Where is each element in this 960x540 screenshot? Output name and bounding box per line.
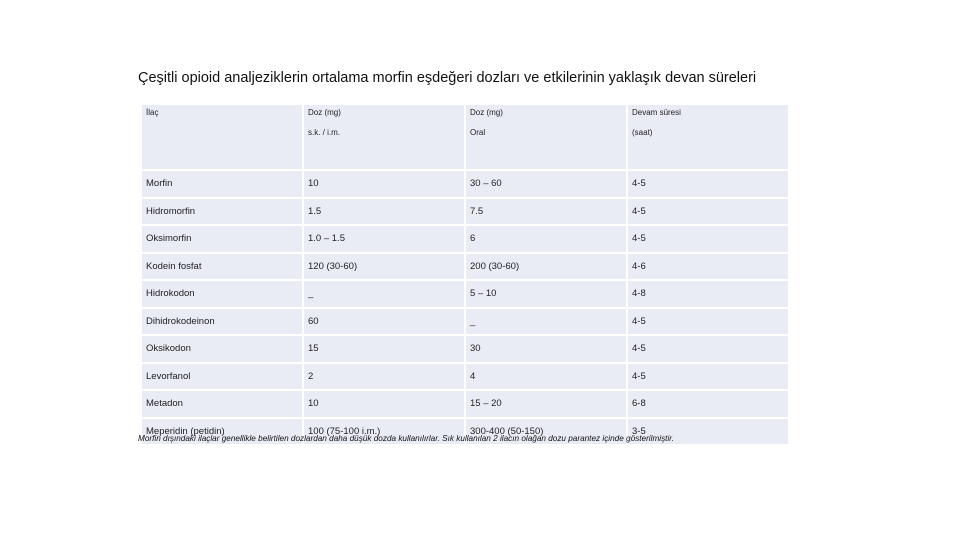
table-row	[142, 309, 788, 335]
table-header-row	[142, 105, 788, 169]
dose-parenteral-cell: 15	[304, 336, 464, 362]
dose-oral-cell: 5 – 10	[466, 281, 626, 307]
table-row	[142, 391, 788, 417]
table-row	[142, 281, 788, 307]
header-sublabel: s.k. / i.m.	[308, 128, 340, 137]
duration-cell: 6-8	[628, 391, 788, 417]
table-row	[142, 171, 788, 197]
drug-name-cell: Meperidin (petidin)	[142, 419, 302, 445]
duration-cell: 4-5	[628, 226, 788, 252]
duration-cell: 4-6	[628, 254, 788, 280]
header-cell-duration	[628, 105, 788, 169]
dose-oral-cell: 300-400 (50-150)	[466, 419, 626, 445]
duration-cell: 3-5	[628, 419, 788, 445]
duration-cell: 4-5	[628, 171, 788, 197]
drug-name-cell: Oksimorfin	[142, 226, 302, 252]
header-label: Doz (mg)	[470, 108, 503, 117]
header-sublabel: Oral	[470, 128, 486, 137]
dose-parenteral-cell: 120 (30-60)	[304, 254, 464, 280]
table-row	[142, 364, 788, 390]
dose-oral-cell: 15 – 20	[466, 391, 626, 417]
header-sublabel: (saat)	[632, 128, 653, 137]
duration-cell: 4-5	[628, 364, 788, 390]
duration-cell: 4-5	[628, 336, 788, 362]
header-label: Doz (mg)	[308, 108, 341, 117]
dose-parenteral-cell: 100 (75-100 i.m.)	[304, 419, 464, 445]
dose-oral-cell: 200 (30-60)	[466, 254, 626, 280]
header-cell-dose-oral	[466, 105, 626, 169]
drug-name-cell: Metadon	[142, 391, 302, 417]
duration-cell: 4-8	[628, 281, 788, 307]
table-footnote: Morfin dışındaki ilaçlar genellikle belirtilen dozlardan daha düşük dozda kullanılırlar. Sık kullanılan 2 ilacın olağan dozu parantez içinde gösterilmiştir.	[138, 434, 674, 443]
drug-name-cell: Hidrokodon	[142, 281, 302, 307]
duration-cell: 4-5	[628, 199, 788, 225]
dose-oral-cell: 7.5	[466, 199, 626, 225]
drug-name-cell: Dihidrokodeinon	[142, 309, 302, 335]
table-row	[142, 254, 788, 280]
dose-oral-cell: 4	[466, 364, 626, 390]
dose-oral-cell: 6	[466, 226, 626, 252]
dose-parenteral-cell: 60	[304, 309, 464, 335]
dose-oral-cell: 30 – 60	[466, 171, 626, 197]
drug-name-cell: Oksikodon	[142, 336, 302, 362]
header-cell-drug	[142, 105, 302, 169]
table-row	[142, 199, 788, 225]
header-cell-dose-parenteral	[304, 105, 464, 169]
dose-parenteral-cell: 1.0 – 1.5	[304, 226, 464, 252]
table-row	[142, 336, 788, 362]
drug-name-cell: Kodein fosfat	[142, 254, 302, 280]
dose-oral-cell: _	[466, 309, 626, 335]
table-row	[142, 226, 788, 252]
dose-parenteral-cell: 1.5	[304, 199, 464, 225]
drug-name-cell: Hidromorfin	[142, 199, 302, 225]
dose-parenteral-cell: 10	[304, 171, 464, 197]
header-label: Devam süresi	[632, 108, 681, 117]
drug-name-cell: Levorfanol	[142, 364, 302, 390]
dose-parenteral-cell: 10	[304, 391, 464, 417]
dose-parenteral-cell: 2	[304, 364, 464, 390]
duration-cell: 4-5	[628, 309, 788, 335]
dose-parenteral-cell: _	[304, 281, 464, 307]
header-label: İlaç	[146, 108, 159, 117]
slide-title: Çeşitli opioid analjeziklerin ortalama morfin eşdeğeri dozları ve etkilerinin yaklaşık devan süreleri	[138, 70, 757, 86]
drug-name-cell: Morfin	[142, 171, 302, 197]
opioid-dose-table	[140, 103, 790, 446]
dose-oral-cell: 30	[466, 336, 626, 362]
